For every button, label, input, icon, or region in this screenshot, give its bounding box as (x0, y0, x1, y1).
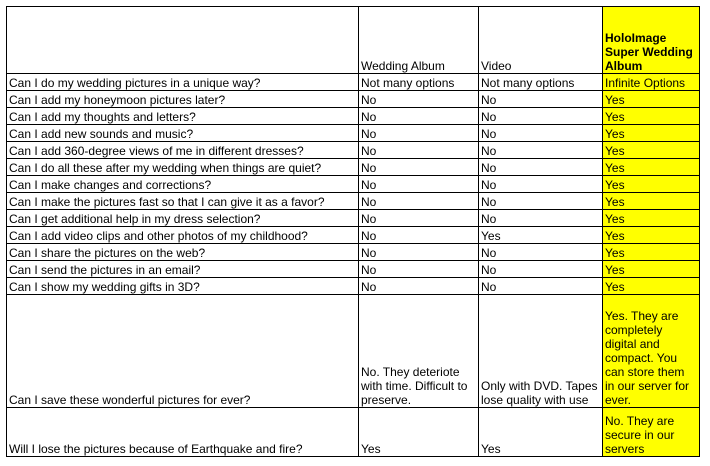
comparison-table-body (7, 7, 700, 457)
question-cell: Can I add new sounds and music? (7, 125, 359, 142)
video-cell: No (479, 125, 603, 142)
video-cell: No (479, 91, 603, 108)
question-cell: Will I lose the pictures because of Earthquake and fire? (7, 408, 359, 457)
wedding-album-cell: No (359, 227, 479, 244)
holoimage-cell: Yes. They are completely digital and compact. You can store them in our server for ever. (603, 295, 700, 408)
question-cell: Can I make changes and corrections? (7, 176, 359, 193)
wedding-album-cell: No (359, 91, 479, 108)
wedding-album-cell: No (359, 108, 479, 125)
header-row (7, 7, 700, 74)
table-row (7, 244, 700, 261)
comparison-table (6, 6, 700, 457)
holoimage-cell: Infinite Options (603, 74, 700, 91)
holoimage-cell: Yes (603, 176, 700, 193)
holoimage-cell: Yes (603, 278, 700, 295)
wedding-album-cell: No (359, 176, 479, 193)
table-row (7, 408, 700, 457)
video-cell: No (479, 244, 603, 261)
header-video: Video (479, 7, 603, 74)
holoimage-cell: Yes (603, 125, 700, 142)
table-row (7, 159, 700, 176)
wedding-album-cell: No (359, 278, 479, 295)
table-row (7, 295, 700, 408)
wedding-album-cell: No (359, 193, 479, 210)
video-cell: Only with DVD. Tapes lose quality with use (479, 295, 603, 408)
question-cell: Can I add my thoughts and letters? (7, 108, 359, 125)
header-holoimage: HoloImage Super Wedding Album (603, 7, 700, 74)
video-cell: Yes (479, 227, 603, 244)
question-cell: Can I share the pictures on the web? (7, 244, 359, 261)
table-row (7, 142, 700, 159)
holoimage-cell: Yes (603, 159, 700, 176)
holoimage-cell: Yes (603, 193, 700, 210)
question-cell: Can I do my wedding pictures in a unique way? (7, 74, 359, 91)
video-cell: Not many options (479, 74, 603, 91)
header-wedding-album: Wedding Album (359, 7, 479, 74)
table-row (7, 193, 700, 210)
video-cell: No (479, 278, 603, 295)
question-cell: Can I add my honeymoon pictures later? (7, 91, 359, 108)
holoimage-cell: No. They are secure in our servers (603, 408, 700, 457)
table-row (7, 210, 700, 227)
video-cell: No (479, 210, 603, 227)
question-cell: Can I send the pictures in an email? (7, 261, 359, 278)
wedding-album-cell: No (359, 159, 479, 176)
question-cell: Can I show my wedding gifts in 3D? (7, 278, 359, 295)
question-cell: Can I do all these after my wedding when things are quiet? (7, 159, 359, 176)
question-cell: Can I make the pictures fast so that I can give it as a favor? (7, 193, 359, 210)
wedding-album-cell: No (359, 210, 479, 227)
table-row (7, 74, 700, 91)
video-cell: No (479, 193, 603, 210)
table-row (7, 227, 700, 244)
table-row (7, 278, 700, 295)
wedding-album-cell: Yes (359, 408, 479, 457)
wedding-album-cell: Not many options (359, 74, 479, 91)
holoimage-cell: Yes (603, 142, 700, 159)
holoimage-cell: Yes (603, 108, 700, 125)
holoimage-cell: Yes (603, 91, 700, 108)
table-row (7, 91, 700, 108)
table-row (7, 125, 700, 142)
video-cell: No (479, 176, 603, 193)
wedding-album-cell: No (359, 244, 479, 261)
question-cell: Can I get additional help in my dress selection? (7, 210, 359, 227)
video-cell: No (479, 261, 603, 278)
wedding-album-cell: No (359, 142, 479, 159)
wedding-album-cell: No (359, 261, 479, 278)
video-cell: Yes (479, 408, 603, 457)
table-row (7, 108, 700, 125)
question-cell: Can I add video clips and other photos of my childhood? (7, 227, 359, 244)
holoimage-cell: Yes (603, 261, 700, 278)
holoimage-cell: Yes (603, 210, 700, 227)
table-row (7, 261, 700, 278)
video-cell: No (479, 142, 603, 159)
holoimage-cell: Yes (603, 227, 700, 244)
table-row (7, 176, 700, 193)
video-cell: No (479, 108, 603, 125)
question-cell: Can I add 360-degree views of me in different dresses? (7, 142, 359, 159)
wedding-album-cell: No (359, 125, 479, 142)
header-question (7, 7, 359, 74)
wedding-album-cell: No. They deteriote with time. Difficult to preserve. (359, 295, 479, 408)
question-cell: Can I save these wonderful pictures for ever? (7, 295, 359, 408)
holoimage-cell: Yes (603, 244, 700, 261)
video-cell: No (479, 159, 603, 176)
